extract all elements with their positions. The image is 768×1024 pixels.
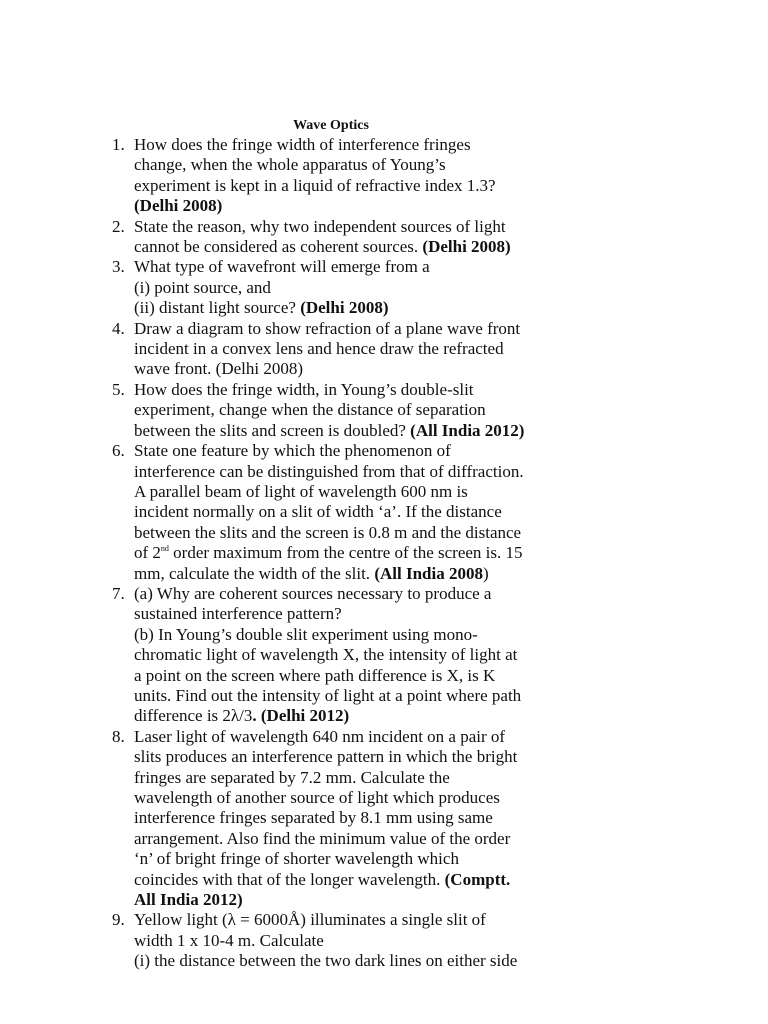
question-text-line xyxy=(134,441,582,461)
question-text-line xyxy=(134,604,582,624)
question-text-line xyxy=(134,849,582,869)
question-text-line xyxy=(134,829,582,849)
question-text-line xyxy=(134,380,582,400)
question-text: (i) point source, and xyxy=(134,277,271,297)
question-text: A parallel beam of light of wavelength 600 nm is xyxy=(134,481,468,501)
question-text-line xyxy=(134,645,582,665)
question-item xyxy=(112,727,582,911)
question-text-line xyxy=(134,278,582,298)
question-number: 2. xyxy=(112,216,125,236)
question-text: What type of wavefront will emerge from a xyxy=(134,257,430,277)
question-text: mm, calculate the width of the slit. xyxy=(134,563,375,583)
question-text: a point on the screen where path difference is X, is K xyxy=(134,665,496,685)
question-text: between the slits and the screen is 0.8 m and the distance xyxy=(134,522,522,542)
question-text: ‘n’ of bright fringe of shorter wavelength which xyxy=(134,849,459,869)
question-text-line xyxy=(134,217,582,237)
question-text: experiment, change when the distance of separation xyxy=(134,400,486,420)
question-text-line xyxy=(134,319,582,339)
question-text: sustained interference pattern? xyxy=(134,604,342,624)
question-text: Laser light of wavelength 640 nm incident on a pair of xyxy=(134,726,506,746)
question-text-line xyxy=(134,543,582,563)
question-text-line xyxy=(134,237,582,257)
question-text: of 2 xyxy=(134,543,161,563)
source-citation: (Delhi 2008) xyxy=(134,196,223,216)
question-text-line xyxy=(134,176,582,196)
question-text-line xyxy=(134,359,582,379)
question-number: 6. xyxy=(112,441,125,461)
question-text: How does the fringe width, in Young’s double-slit xyxy=(134,379,474,399)
question-number: 9. xyxy=(112,910,125,930)
question-text: experiment is kept in a liquid of refractive index 1.3? xyxy=(134,175,496,195)
question-item xyxy=(112,257,582,318)
question-text: State the reason, why two independent sources of light xyxy=(134,216,506,236)
question-text: cannot be considered as coherent sources. xyxy=(134,237,423,257)
question-list xyxy=(112,135,582,972)
question-text: interference can be distinguished from that of diffraction. xyxy=(134,461,524,481)
question-text: incident in a convex lens and hence draw the refracted xyxy=(134,339,504,359)
question-text: (a) Why are coherent sources necessary to produce a xyxy=(134,583,492,603)
question-text-line xyxy=(134,686,582,706)
question-text-line xyxy=(134,788,582,808)
question-text-line xyxy=(134,155,582,175)
question-item xyxy=(112,910,582,971)
question-text-line xyxy=(134,564,582,584)
question-text: chromatic light of wavelength X, the intensity of light at xyxy=(134,645,518,665)
question-text: ) xyxy=(482,563,489,583)
source-citation: (Delhi 2008) xyxy=(422,237,511,257)
question-text: slits produces an interference pattern in which the bright xyxy=(134,747,518,767)
question-text: difference is 2λ/3 xyxy=(134,706,253,726)
question-text-line xyxy=(134,951,582,971)
question-text: between the slits and screen is doubled? xyxy=(134,420,411,440)
source-citation: All India 2012) xyxy=(134,890,243,910)
question-text: change, when the whole apparatus of Young’s xyxy=(134,155,446,175)
question-number: 3. xyxy=(112,257,125,277)
question-text: arrangement. Also find the minimum value of the order xyxy=(134,828,511,848)
question-text-line xyxy=(134,523,582,543)
question-text-line xyxy=(134,625,582,645)
question-text-line xyxy=(134,298,582,318)
question-text: State one feature by which the phenomenon of xyxy=(134,441,451,461)
source-citation: (All India 2008 xyxy=(374,563,483,583)
question-text: coincides with that of the longer wavelength. xyxy=(134,869,445,889)
question-text-line xyxy=(134,666,582,686)
question-text: (ii) distant light source? xyxy=(134,298,301,318)
question-text-line xyxy=(134,400,582,420)
question-number: 4. xyxy=(112,318,125,338)
question-text: incident normally on a slit of width ‘a’. If the distance xyxy=(134,502,502,522)
source-citation: (Comptt. xyxy=(444,869,511,889)
question-item xyxy=(112,135,582,217)
question-number: 8. xyxy=(112,726,125,746)
question-text: fringes are separated by 7.2 mm. Calculate the xyxy=(134,767,450,787)
question-number: 1. xyxy=(112,135,125,154)
question-text-line xyxy=(134,910,582,930)
question-text: wave front. (Delhi 2008) xyxy=(134,359,304,379)
source-citation: . (Delhi 2012) xyxy=(252,706,350,726)
question-text: width 1 x 10-4 m. Calculate xyxy=(134,930,324,950)
question-text: interference fringes separated by 8.1 mm using same xyxy=(134,808,493,828)
question-text-line xyxy=(134,727,582,747)
question-text-line xyxy=(134,502,582,522)
question-text-line xyxy=(134,135,582,155)
question-item xyxy=(112,319,582,380)
question-text-line xyxy=(134,584,582,604)
question-text-line xyxy=(134,706,582,726)
question-text: units. Find out the intensity of light at a point where path xyxy=(134,685,522,705)
question-text: Draw a diagram to show refraction of a plane wave front xyxy=(134,318,521,338)
question-text-line xyxy=(134,482,582,502)
question-text-line xyxy=(134,808,582,828)
question-text-line xyxy=(134,870,582,890)
document-title: Wave Optics xyxy=(293,118,369,133)
superscript-text: nd xyxy=(160,544,169,554)
question-text-line xyxy=(134,339,582,359)
question-number: 5. xyxy=(112,379,125,399)
question-text-line xyxy=(134,768,582,788)
question-text: wavelength of another source of light which produces xyxy=(134,788,500,807)
question-text: (b) In Young’s double slit experiment using mono- xyxy=(134,624,478,644)
question-text-line xyxy=(134,421,582,441)
question-text-line xyxy=(134,462,582,482)
source-citation: (All India 2012) xyxy=(410,420,525,440)
question-text: Yellow light (λ = 6000Å) illuminates a single slit of xyxy=(134,910,486,930)
question-number: 7. xyxy=(112,583,125,603)
question-text-line xyxy=(134,196,582,216)
question-text-line xyxy=(134,890,582,910)
question-text: How does the fringe width of interference fringes xyxy=(134,135,471,154)
question-text-line xyxy=(134,931,582,951)
question-item xyxy=(112,584,582,727)
question-text-line xyxy=(134,747,582,767)
question-item xyxy=(112,380,582,441)
source-citation: (Delhi 2008) xyxy=(300,298,389,318)
question-item xyxy=(112,217,582,258)
question-text-line xyxy=(134,257,582,277)
question-text: (i) the distance between the two dark lines on either side xyxy=(134,951,518,971)
question-text: order maximum from the centre of the screen is. 15 xyxy=(168,543,523,563)
question-item xyxy=(112,441,582,584)
